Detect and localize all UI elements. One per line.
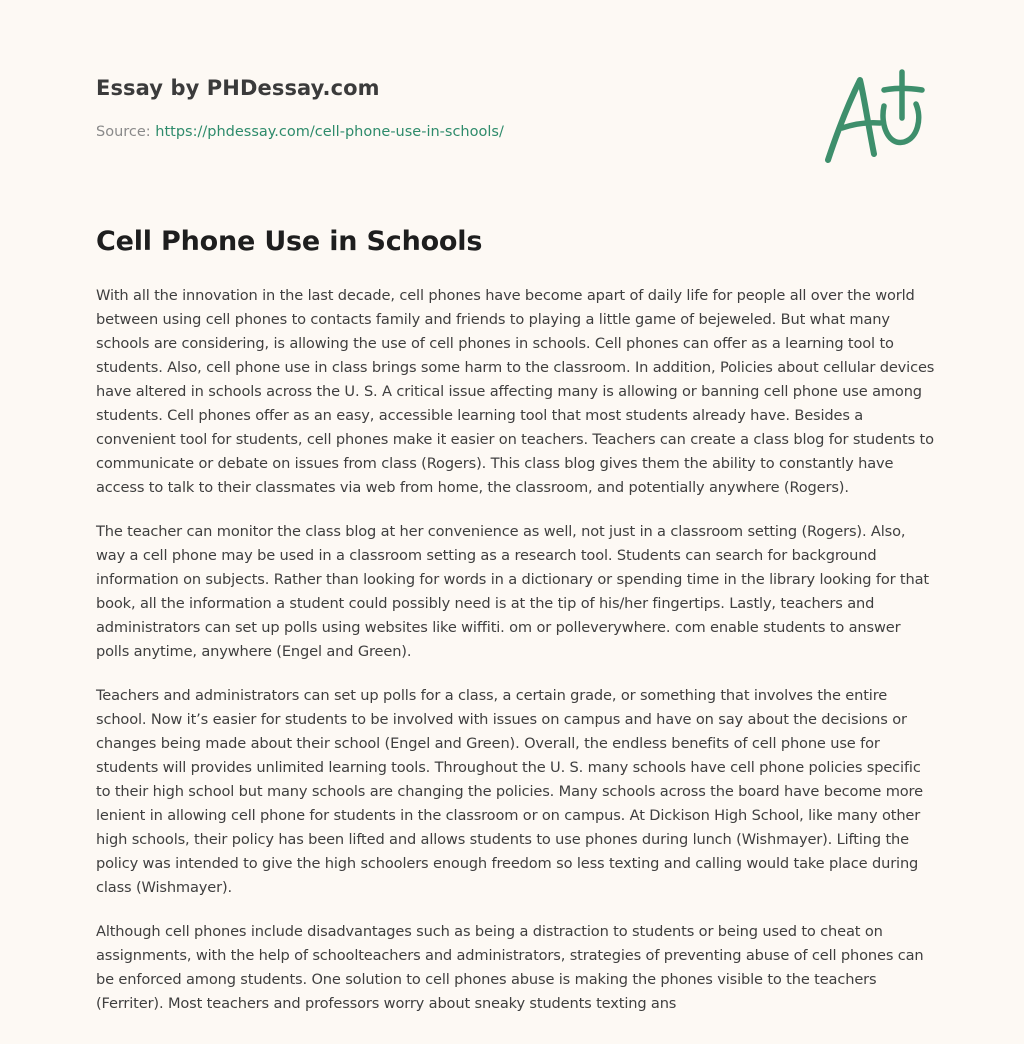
essay-paragraph-1: With all the innovation in the last decade, cell phones have become apart of daily life for people all over the world between using cell phones to contacts family and friends to playing a little game of bejeweled. But what many schools are considering, is allowing the use of cell phones in schools. Cell phones can offer as a learning tool to students. Also, cell phone use in class brings some harm to the classroom. In addition, Policies about cellular devices have altered in schools across the U. S. A critical issue affecting many is allowing or banning cell phone use among students. Cell phones offer as an easy, accessible learning tool that most students already have. Besides a convenient tool for students, cell phones make it easier on teachers. Teachers can create a class blog for students to communicate or debate on issues from class (Rogers). This class blog gives them the ability to constantly have access to talk to their classmates via web from home, the classroom, and potentially anywhere (Rogers). (96, 287, 935, 496)
a-plus-logo-icon (818, 66, 930, 166)
essay-paragraph-2: The teacher can monitor the class blog at her convenience as well, not just in a classroom setting (Rogers). Also, way a cell phone may be used in a classroom setting as a research tool. Students can search for background information on subjects. Rather than looking for words in a dictionary or spending time in the library looking for that book, all the information a student could possibly need is at the tip of his/her fingertips. Lastly, teachers and administrators can set up polls using websites like wiffiti. om or polleverywhere. com enable students to answer polls anytime, anywhere (Engel and Green). (96, 523, 929, 660)
site-title: Essay by PHDessay.com (96, 76, 380, 100)
source-link[interactable]: https://phdessay.com/cell-phone-use-in-schools/ (155, 124, 504, 140)
source-line (96, 124, 504, 140)
essay-paragraph-4: Although cell phones include disadvantages such as being a distraction to students or being used to cheat on assignments, with the help of schoolteachers and administrators, strategies of preventing abuse of cell phones can be enforced among students. One solution to cell phones abuse is making the phones visible to the teachers (Ferriter). Most teachers and professors worry about sneaky students texting ans (96, 923, 924, 1012)
essay-paragraph-3: Teachers and administrators can set up polls for a class, a certain grade, or something that involves the entire school. Now it’s easier for students to be involved with issues on campus and have on say about the decisions or changes being made about their school (Engel and Green). Overall, the endless benefits of cell phone use for students will provides unlimited learning tools. Throughout the U. S. many schools have cell phone policies specific to their high school but many schools are changing the policies. Many schools across the board have become more lenient in allowing cell phone for students in the classroom or on campus. At Dickison High School, like many other high schools, their policy has been lifted and allows students to use phones during lunch (Wishmayer). Lifting the policy was intended to give the high schoolers enough freedom so less texting and calling would take place during class (Wishmayer). (96, 687, 923, 896)
a-plus-logo (818, 66, 930, 166)
essay-title: Cell Phone Use in Schools (96, 226, 483, 257)
source-label: Source: (96, 124, 156, 140)
essay-body (96, 284, 936, 1036)
